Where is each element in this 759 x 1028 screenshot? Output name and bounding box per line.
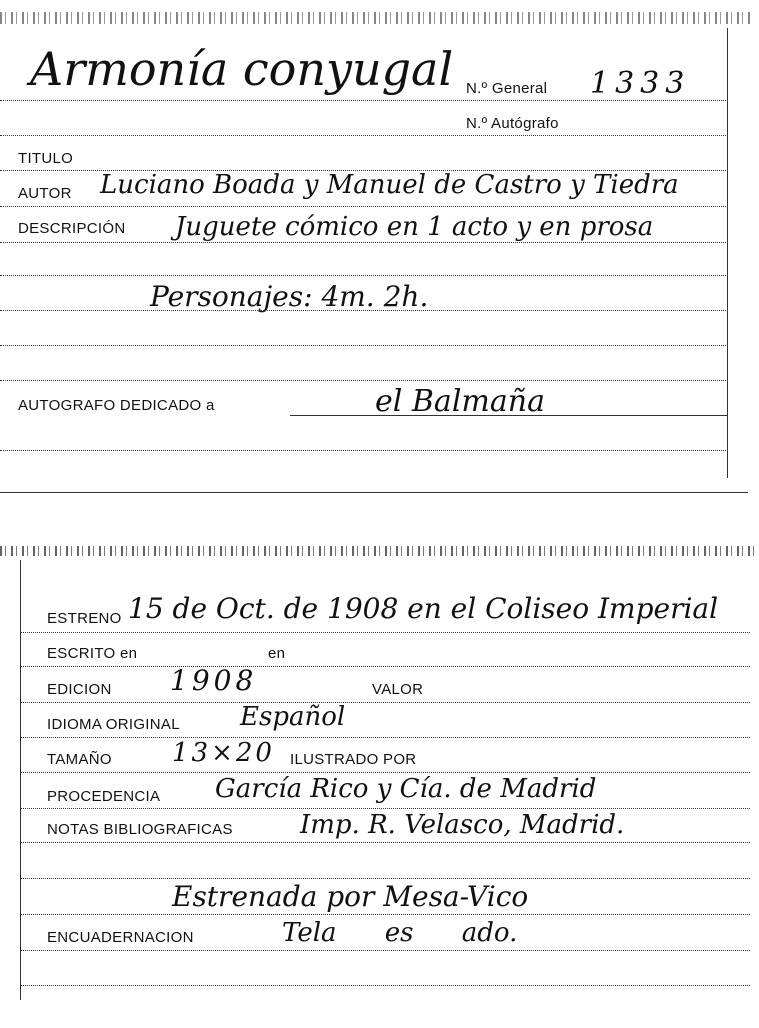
escrito-en-label: en — [268, 645, 286, 662]
edicion-value: 1908 — [170, 664, 258, 697]
rule-line — [0, 135, 726, 136]
rule-line — [0, 310, 726, 311]
descripcion-label: DESCRIPCIÓN — [18, 220, 126, 237]
rule-line — [20, 950, 750, 951]
valor-label: VALOR — [372, 681, 424, 698]
rule-line — [0, 345, 726, 346]
estreno-value: 15 de Oct. de 1908 en el Coliseo Imperial — [128, 592, 719, 625]
titulo-label: TITULO — [18, 150, 74, 167]
rule-line — [0, 450, 726, 451]
rule-line — [20, 842, 750, 843]
autor-value: Luciano Boada y Manuel de Castro y Tiedra — [100, 170, 679, 200]
autografo-value: el Balmaña — [375, 384, 545, 419]
encuadernacion-label: ENCUADERNACION — [47, 929, 194, 946]
rule-line — [0, 380, 726, 381]
autografo-underline — [290, 415, 728, 416]
procedencia-value: García Rico y Cía. de Madrid — [215, 774, 597, 804]
encuadernacion-value: Tela es ado. — [282, 918, 518, 948]
personajes-value: Personajes: 4m. 2h. — [150, 280, 429, 313]
notas-label: NOTAS BIBLIOGRAFICAS — [47, 821, 233, 838]
title-handwritten: Armonía conyugal — [30, 42, 454, 96]
card-right-border — [727, 28, 728, 478]
idioma-value: Español — [240, 702, 346, 732]
escrito-label: ESCRITO en — [47, 645, 138, 662]
rule-line — [0, 275, 726, 276]
rule-line — [20, 772, 750, 773]
rule-line — [20, 914, 750, 915]
notas-value: Imp. R. Velasco, Madrid. — [300, 810, 625, 840]
rule-line — [20, 737, 750, 738]
autor-label: AUTOR — [18, 185, 72, 202]
rule-line — [20, 808, 750, 809]
edicion-label: EDICION — [47, 681, 112, 698]
procedencia-label: PROCEDENCIA — [47, 788, 161, 805]
autografo-label: AUTOGRAFO DEDICADO a — [18, 397, 215, 414]
tamano-label: TAMAÑO — [47, 751, 112, 768]
numero-general-label: N.º General — [466, 80, 548, 97]
rule-line — [0, 206, 726, 207]
estreno-label: ESTRENO — [47, 610, 122, 627]
card-top-edge — [0, 12, 750, 24]
rule-line — [20, 632, 750, 633]
numero-general-value: 1333 — [590, 66, 691, 101]
estrenada-value: Estrenada por Mesa-Vico — [172, 880, 529, 913]
catalog-card-top — [0, 0, 759, 500]
catalog-card-bottom — [0, 540, 759, 1028]
rule-line — [0, 242, 726, 243]
rule-line — [20, 702, 750, 703]
descripcion-value: Juguete cómico en 1 acto y en prosa — [175, 212, 654, 242]
numero-autografo-label: N.º Autógrafo — [466, 115, 559, 132]
rule-line — [20, 985, 750, 986]
card-left-border — [20, 560, 21, 1000]
tamano-value: 13×20 — [172, 738, 275, 768]
rule-line — [0, 100, 726, 101]
card-bottom-border — [0, 492, 748, 493]
idioma-label: IDIOMA ORIGINAL — [47, 716, 180, 733]
ilustrado-label: ILUSTRADO POR — [290, 751, 417, 768]
rule-line — [20, 666, 750, 667]
rule-line — [20, 878, 750, 879]
card-top-edge — [0, 546, 759, 556]
